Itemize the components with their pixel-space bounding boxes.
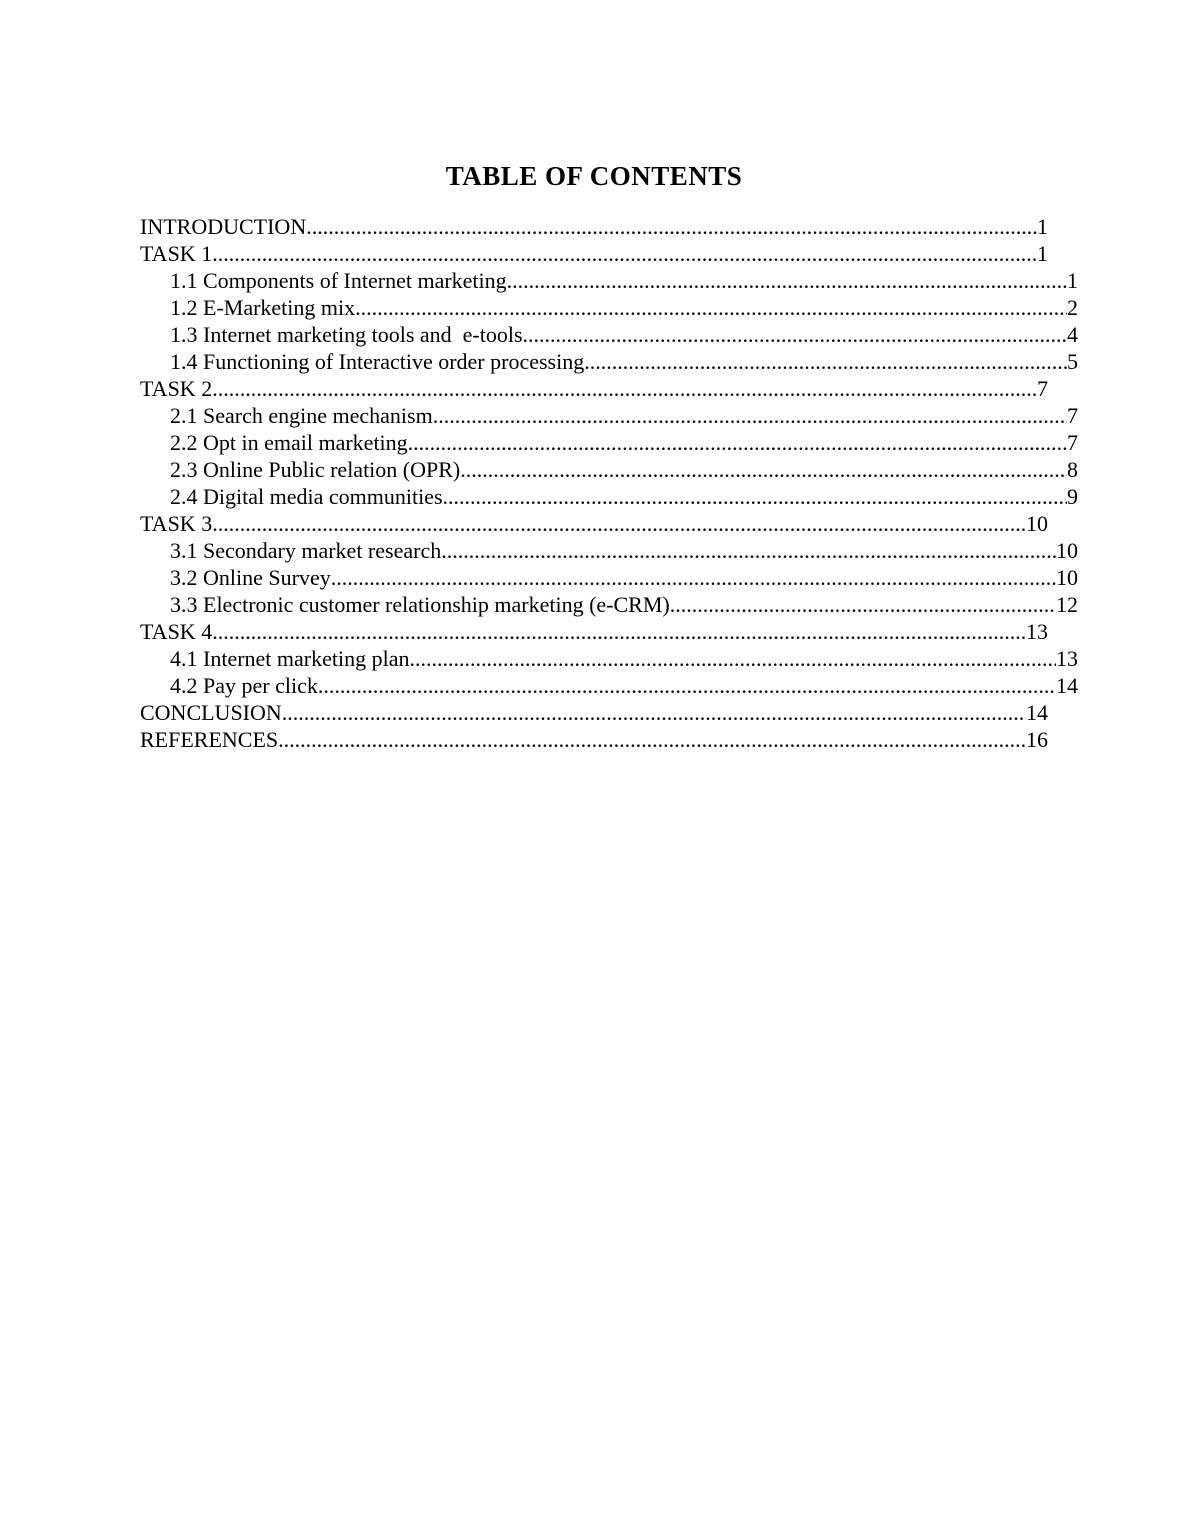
toc-entry [140, 672, 1078, 699]
toc-dot-leader [443, 483, 1067, 510]
toc-dot-leader [212, 240, 1037, 267]
toc-entry-page: 13 [1056, 646, 1078, 671]
page-title: TABLE OF CONTENTS [445, 161, 743, 191]
toc-entry-label: 3.1 Secondary market research [170, 538, 442, 563]
toc-entry [140, 564, 1078, 591]
toc-entry [140, 699, 1048, 726]
toc-entry [140, 726, 1048, 753]
toc-entry-page: 7 [1067, 403, 1078, 428]
toc-dot-leader [584, 348, 1067, 375]
toc-entry-page: 4 [1067, 322, 1078, 347]
toc-entry-label: 3.3 Electronic customer relationship marketing (e-CRM) [170, 592, 670, 617]
toc-entry-page: 14 [1026, 700, 1048, 725]
toc-dot-leader [441, 537, 1056, 564]
toc-entry-label: TASK 2 [140, 376, 213, 401]
toc-entry [140, 591, 1078, 618]
toc-entry-page: 10 [1056, 565, 1078, 590]
toc-dot-leader [331, 564, 1056, 591]
toc-entry-page: 2 [1067, 295, 1078, 320]
toc-entry [140, 537, 1078, 564]
toc-entry [140, 483, 1078, 510]
toc-entry [140, 321, 1078, 348]
toc-entry [140, 213, 1048, 240]
toc-dot-leader [460, 456, 1067, 483]
toc-entry-label: 1.4 Functioning of Interactive order processing [170, 349, 585, 374]
toc-dot-leader [212, 375, 1037, 402]
toc-entry-label: CONCLUSION [140, 700, 282, 725]
toc-dot-leader [409, 645, 1056, 672]
toc-dot-leader [507, 267, 1067, 294]
toc-entry [140, 429, 1078, 456]
toc-dot-leader [355, 294, 1067, 321]
toc-entry-label: 4.1 Internet marketing plan [170, 646, 410, 671]
toc-entry-page: 10 [1026, 511, 1048, 536]
toc-dot-leader [212, 510, 1026, 537]
toc-entry-page: 12 [1056, 592, 1078, 617]
toc-entry-page: 8 [1067, 457, 1078, 482]
toc-entry-page: 9 [1067, 484, 1078, 509]
toc-entry-label: INTRODUCTION [140, 214, 307, 239]
toc-entry-label: 1.1 Components of Internet marketing [170, 268, 507, 293]
toc-entry-label: TASK 3 [140, 511, 213, 536]
toc-entry-label: TASK 4 [140, 619, 213, 644]
toc-entry-page: 16 [1026, 727, 1048, 752]
toc-dot-leader [306, 213, 1037, 240]
toc-entry [140, 348, 1078, 375]
toc-entry [140, 402, 1078, 429]
toc-entry-page: 7 [1067, 430, 1078, 455]
toc-entry-page: 1 [1037, 214, 1048, 239]
toc-dot-leader [282, 699, 1026, 726]
toc-entry-page: 14 [1056, 673, 1078, 698]
toc-entry-page: 10 [1056, 538, 1078, 563]
toc-entry-page: 1 [1067, 268, 1078, 293]
toc-dot-leader [212, 618, 1026, 645]
toc-entry-label: 1.3 Internet marketing tools and e-tools [170, 322, 523, 347]
toc-entry [140, 456, 1078, 483]
toc-entry-label: REFERENCES [140, 727, 279, 752]
toc-dot-leader [408, 429, 1067, 456]
toc-entry [140, 645, 1078, 672]
toc-entry [140, 240, 1048, 267]
toc-entry-label: 2.1 Search engine mechanism [170, 403, 433, 428]
toc-entry-page: 7 [1037, 376, 1048, 401]
toc-entry-label: 2.2 Opt in email marketing [170, 430, 408, 455]
toc-entry [140, 375, 1048, 402]
toc-entry-label: 1.2 E-Marketing mix [170, 295, 356, 320]
toc-dot-leader [318, 672, 1056, 699]
toc-dot-leader [278, 726, 1026, 753]
toc-entry-label: 2.4 Digital media communities [170, 484, 443, 509]
toc-entry-page: 1 [1037, 241, 1048, 266]
toc-entry-page: 13 [1026, 619, 1048, 644]
toc-entry [140, 294, 1078, 321]
table-of-contents [140, 213, 1078, 753]
toc-dot-leader [670, 591, 1056, 618]
toc-entry [140, 510, 1048, 537]
toc-entry-label: 3.2 Online Survey [170, 565, 331, 590]
toc-entry [140, 618, 1048, 645]
toc-dot-leader [523, 321, 1067, 348]
toc-entry-page: 5 [1067, 349, 1078, 374]
toc-entry-label: TASK 1 [140, 241, 213, 266]
toc-entry-label: 2.3 Online Public relation (OPR) [170, 457, 461, 482]
toc-entry-label: 4.2 Pay per click [170, 673, 318, 698]
toc-dot-leader [433, 402, 1067, 429]
toc-entry [140, 267, 1078, 294]
